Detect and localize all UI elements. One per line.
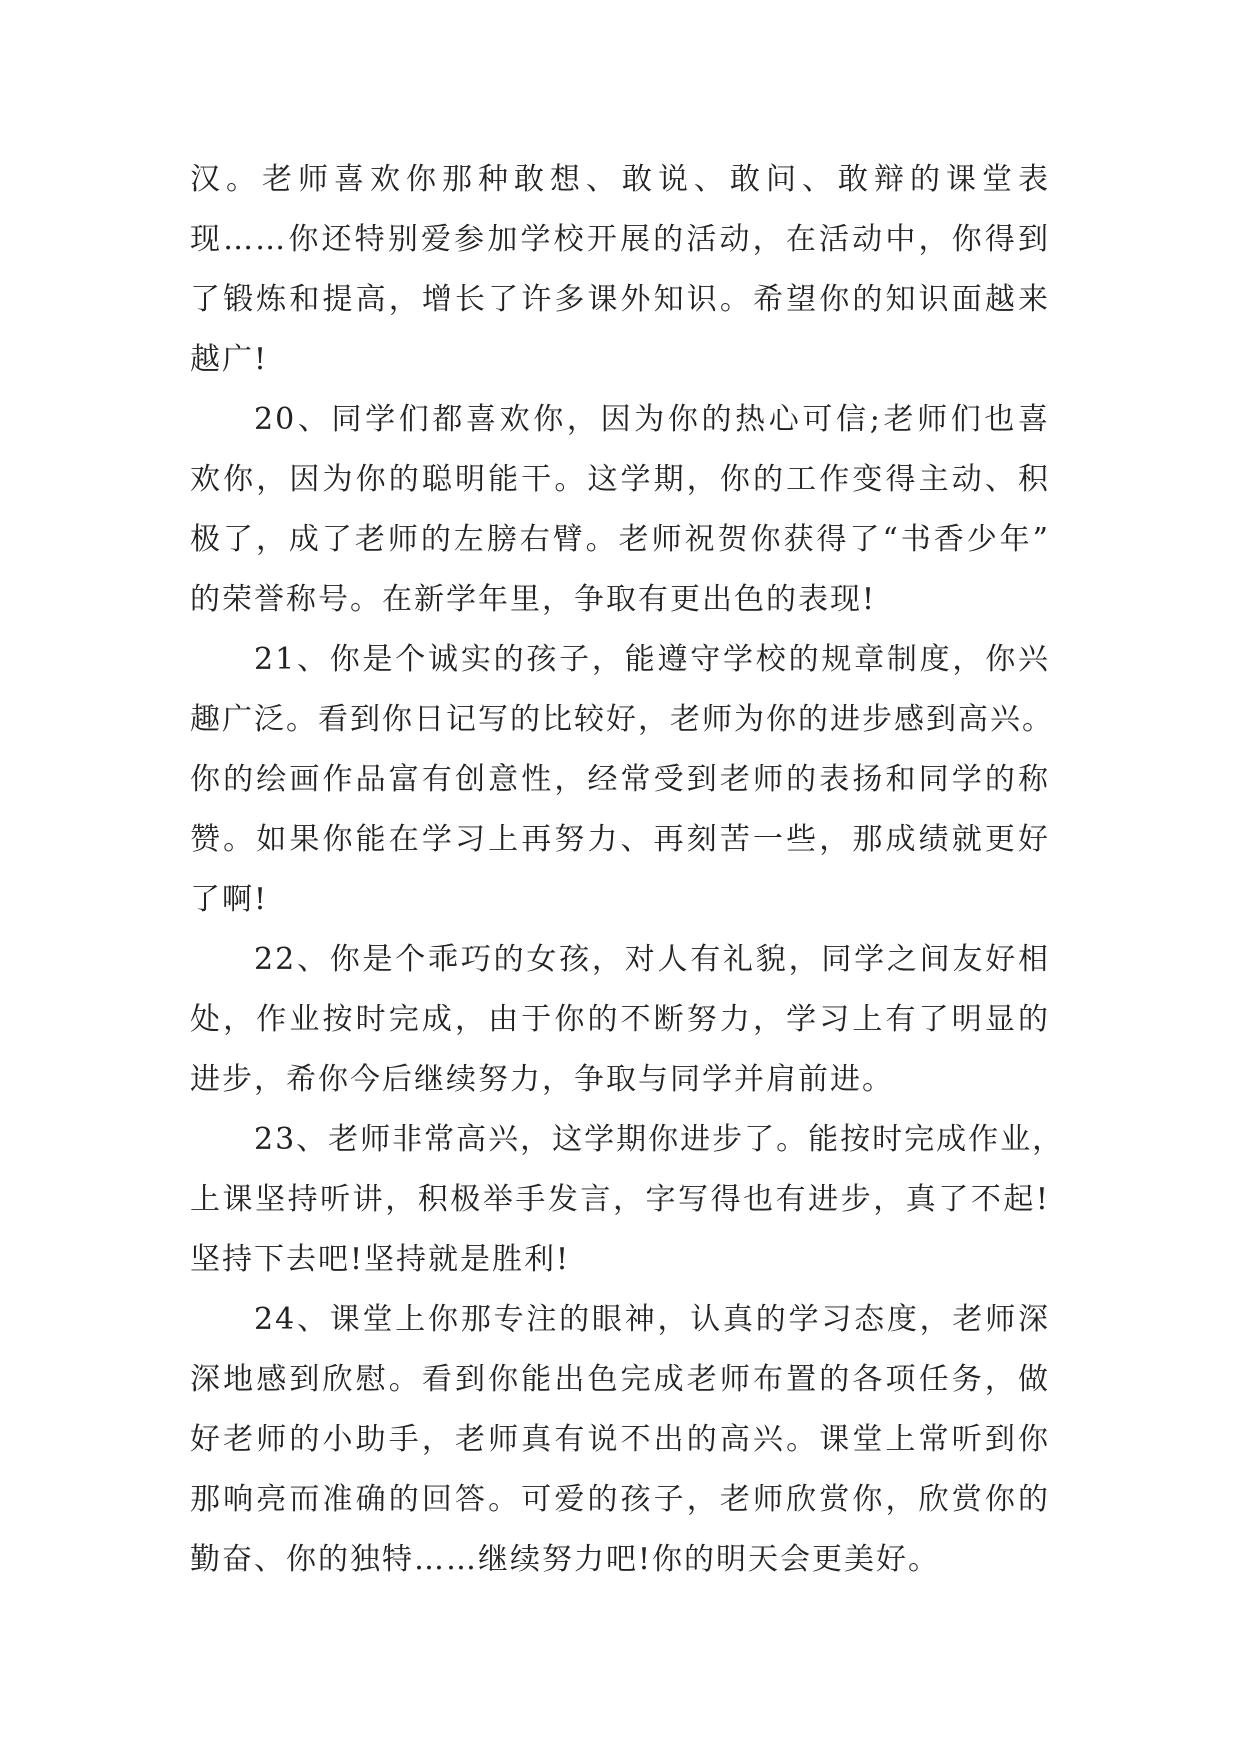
text-line: 了啊! (190, 882, 269, 917)
text-line: 深地感到欣慰。看到你能出色完成老师布置的各项任务，做 (190, 1362, 1050, 1397)
text-line: 你的绘画作品富有创意性，经常受到老师的表扬和同学的称 (190, 762, 1050, 797)
text-line: 欢你，因为你的聪明能干。这学期，你的工作变得主动、积 (190, 462, 1050, 497)
text-line: 好老师的小助手，老师真有说不出的高兴。课堂上常听到你 (190, 1422, 1050, 1457)
text-line: 越广! (190, 342, 269, 377)
text-line: 上课坚持听讲，积极举手发言，字写得也有进步，真了不起! (190, 1182, 1050, 1217)
text-line: 了锻炼和提高，增长了许多课外知识。希望你的知识面越来 (190, 282, 1050, 317)
paragraph-24 (190, 1290, 1050, 1590)
document-body (190, 150, 1065, 1590)
paragraph-continuation (190, 150, 1050, 390)
text-line: 勤奋、你的独特……继续努力吧!你的明天会更美好。 (190, 1542, 941, 1577)
text-line: 24、课堂上你那专注的眼神，认真的学习态度，老师深 (254, 1302, 1050, 1337)
text-line: 的荣誉称号。在新学年里，争取有更出色的表现! (190, 582, 877, 617)
paragraph-21 (190, 630, 1054, 930)
text-line: 坚持下去吧!坚持就是胜利! (190, 1242, 571, 1277)
text-line: 22、你是个乖巧的女孩，对人有礼貌，同学之间友好相 (254, 942, 1050, 977)
text-line: 汉。老师喜欢你那种敢想、敢说、敢问、敢辩的课堂表 (190, 162, 1050, 197)
text-line: 赞。如果你能在学习上再努力、再刻苦一些，那成绩就更好 (190, 822, 1050, 857)
text-line: 20、同学们都喜欢你，因为你的热心可信;老师们也喜 (254, 402, 1050, 437)
text-line: 极了，成了老师的左膀右臂。老师祝贺你获得了“书香少年” (190, 522, 1050, 557)
text-line: 那响亮而准确的回答。可爱的孩子，老师欣赏你，欣赏你的 (190, 1482, 1050, 1517)
text-line: 21、你是个诚实的孩子，能遵守学校的规章制度，你兴 (254, 642, 1050, 677)
text-line: 23、老师非常高兴，这学期你进步了。能按时完成作业， (254, 1122, 1065, 1157)
paragraph-23 (190, 1110, 1065, 1290)
text-line: 现……你还特别爱参加学校开展的活动，在活动中，你得到 (190, 222, 1050, 257)
paragraph-22 (190, 930, 1050, 1110)
text-line: 进步，希你今后继续努力，争取与同学并肩前进。 (190, 1062, 894, 1097)
text-line: 处，作业按时完成，由于你的不断努力，学习上有了明显的 (190, 1002, 1050, 1037)
text-line: 趣广泛。看到你日记写的比较好，老师为你的进步感到高兴。 (190, 702, 1054, 737)
paragraph-20 (190, 390, 1050, 630)
